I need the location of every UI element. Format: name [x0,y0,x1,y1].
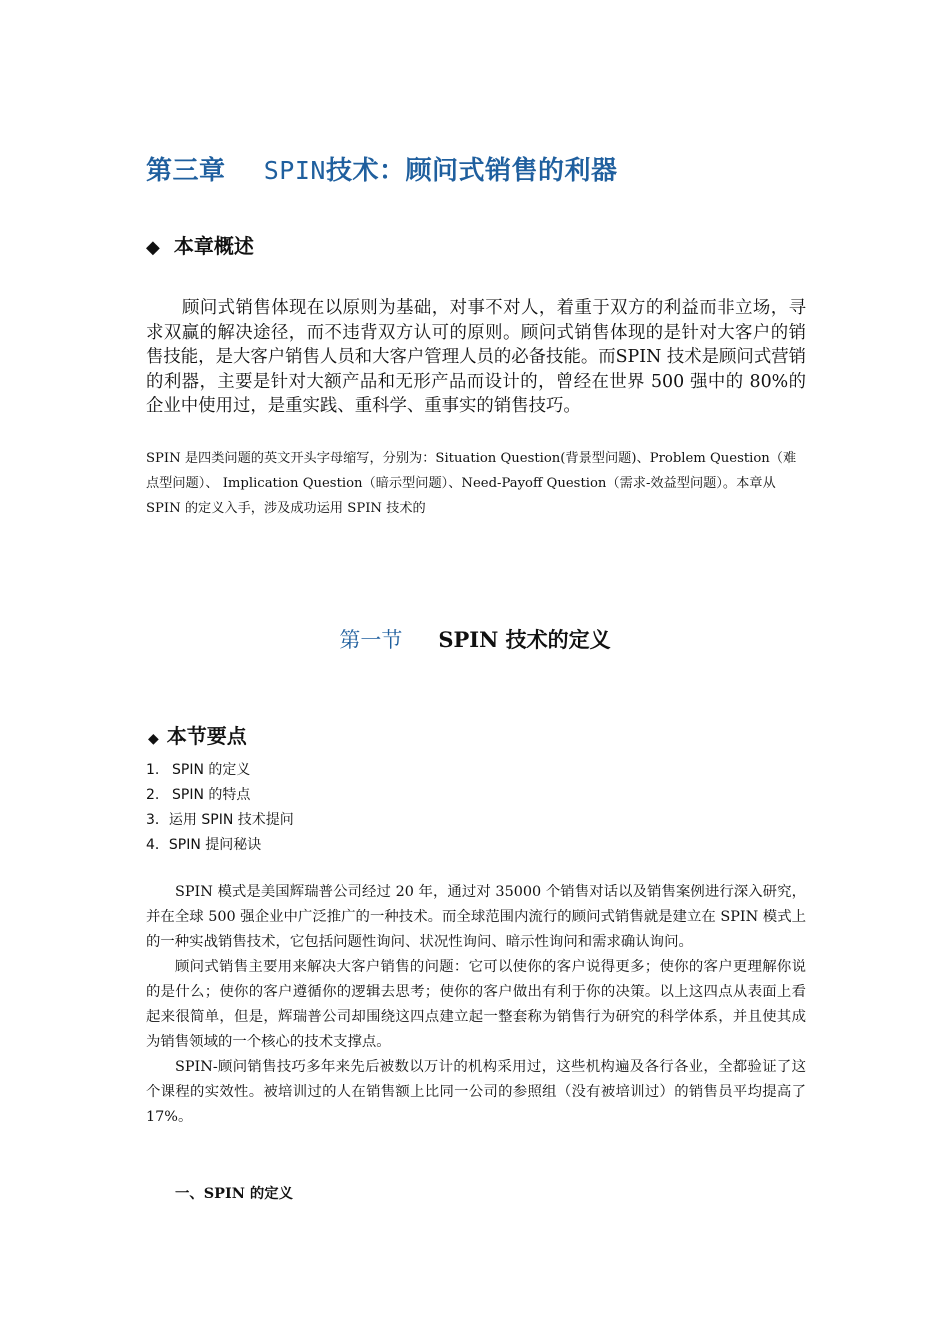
overview-heading-text: 本章概述 [173,234,254,258]
points-heading-text: 本节要点 [166,724,247,748]
list-item-number: 1. [146,762,160,778]
section-title [0,624,950,654]
list-item-text: 运用 SPIN 技术提问 [168,812,294,828]
list-item-number: 4． [146,837,169,853]
section-title-text: SPIN 技术的定义 [438,627,611,652]
body-text [146,880,806,1130]
chapter-title [146,150,617,187]
overview-paragraph [146,296,806,419]
list-item [146,783,294,808]
chapter-rest: 技术：顾问式销售的利器 [325,156,618,186]
list-item-text: SPIN 的特点 [172,787,251,803]
chapter-spin: SPIN [263,156,326,185]
overview-heading [146,230,254,259]
subsection-heading: 一、SPIN 的定义 [175,1185,294,1202]
body-paragraph: SPIN 模式是美国辉瑞普公司经过 20 年，通过对 35000 个销售对话以及销售案例进行深入研究，并在全球 500 强企业中广泛推广的一种技术。而全球范围内流行的顾问式销售就是建立在 SPIN 模式上的一种实战销售技术，它包括问题性询问、状况性询问、暗示性询问和需求确认询问。 [146,884,806,950]
points-heading [148,720,247,749]
list-item-number: 3． [146,812,169,828]
list-item-number: 2. [146,787,160,803]
overview-small-text: SPIN 是四类问题的英文开头字母缩写，分别为：Situation Question(背景型问题)、Problem Question（难点型问题）、 Implication Question（暗示型问题）、Need-Payoff Question（需求-效益型问题）。本章从 SPIN 的定义入手，涉及成功运用 SPIN 技术的 [146,451,797,516]
points-list [146,758,294,858]
list-item [146,833,294,858]
list-item [146,808,294,833]
list-item-text: SPIN 提问秘诀 [168,837,262,853]
list-item-text: SPIN 的定义 [172,762,251,778]
overview-paragraph-text: 顾问式销售体现在以原则为基础，对事不对人，着重于双方的利益而非立场，寻求双赢的解决途径，而不违背双方认可的原则。顾问式销售体现的是针对大客户的销售技能，是大客户销售人员和大客户管理人员的必备技能。而SPIN 技术是顾问式营销的利器，主要是针对大额产品和无形产品而设计的，曾经在世界 500 强中的 80%的企业中使用过，是重实践、重科学、重事实的销售技巧。 [146,298,806,416]
body-paragraph: SPIN-顾问销售技巧多年来先后被数以万计的机构采用过，这些机构遍及各行各业，全都验证了这个课程的实效性。被培训过的人在销售额上比同一公司的参照组（没有被培训过）的销售员平均提高了 17%。 [146,1059,806,1125]
list-item [146,758,294,783]
diamond-bullet-icon: ◆ [146,237,160,258]
section-number: 第一节 [339,628,403,652]
chapter-prefix: 第三章 [146,156,226,186]
diamond-bullet-icon: ◆ [148,731,159,747]
body-paragraph: 顾问式销售主要用来解决大客户销售的问题：它可以使你的客户说得更多；使你的客户更理解你说的是什么；使你的客户遵循你的逻辑去思考；使你的客户做出有利于你的决策。以上这四点从表面上看起来很简单，但是，辉瑞普公司却围绕这四点建立起一整套称为销售行为研究的科学体系，并且使其成为销售领域的一个核心的技术支撑点。 [146,959,806,1050]
